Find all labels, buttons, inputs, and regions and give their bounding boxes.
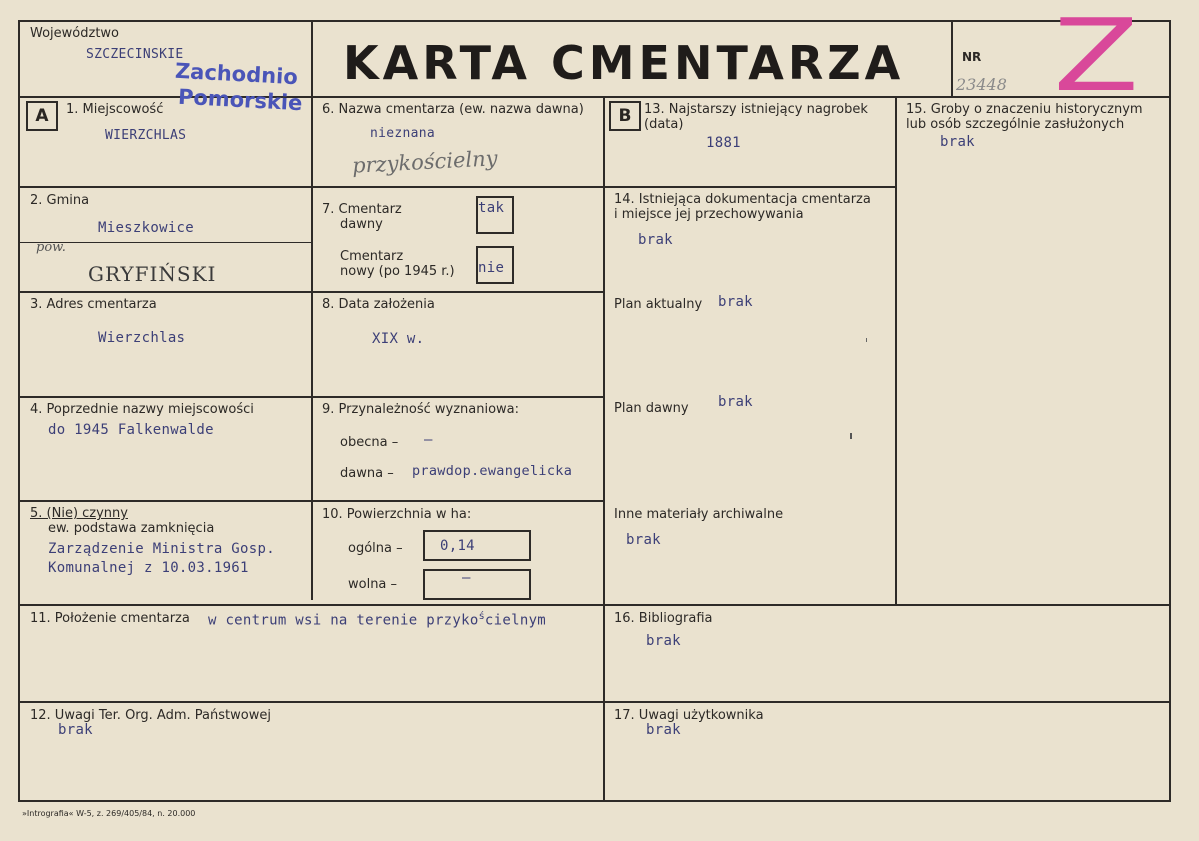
- row-line-12: [18, 701, 1171, 703]
- field-15-label-2: lub osób szczególnie zasłużonych: [906, 117, 1125, 132]
- field-10-label: 10. Powierzchnia w ha:: [322, 507, 472, 522]
- frame-top-line: [18, 20, 1171, 22]
- frame-right-line: [1169, 20, 1171, 802]
- frame-bottom-line: [18, 800, 1171, 802]
- ink-speck: [850, 433, 852, 439]
- plan-dawny-value: brak: [718, 394, 753, 410]
- field-2-label: 2. Gmina: [30, 193, 90, 208]
- field-5-label-1: 5. (Nie) czynny: [30, 506, 128, 521]
- nr-label: NR: [962, 50, 982, 64]
- row-line-1: [18, 186, 605, 188]
- section-a-box: [26, 101, 58, 131]
- section-b-letter: B: [618, 106, 632, 126]
- col-divider-center: [603, 96, 605, 802]
- field-5-value-2: Komunalnej z 10.03.1961: [48, 560, 249, 576]
- field-13-value: 1881: [706, 135, 741, 151]
- field-5-value-1: Zarządzenie Ministra Gosp.: [48, 541, 275, 557]
- plan-dawny-label: Plan dawny: [614, 401, 689, 416]
- field-17-label: 17. Uwagi użytkownika: [614, 708, 764, 723]
- plan-aktualny-value: brak: [718, 294, 753, 310]
- field-14-label-1: 14. Istniejąca dokumentacja cmentarza: [614, 192, 871, 207]
- field-3-value: Wierzchlas: [98, 330, 186, 346]
- field-7-label-2a: Cmentarz: [340, 249, 404, 264]
- field-4-label: 4. Poprzednie nazwy miejscowości: [30, 402, 254, 417]
- field-8-label: 8. Data założenia: [322, 297, 435, 312]
- field-3-label: 3. Adres cmentarza: [30, 297, 157, 312]
- nr-handwritten: 23448: [956, 75, 1007, 94]
- field-14-label-2: i miejsce jej przechowywania: [614, 207, 804, 222]
- field-9-label: 9. Przynależność wyznaniowa:: [322, 402, 520, 417]
- field-1-value: WIERZCHLAS: [105, 128, 187, 143]
- wojewodztwo-value: SZCZECINSKIE: [86, 47, 184, 62]
- field-15-value: brak: [940, 134, 975, 150]
- page-title: KARTA CMENTARZA: [343, 36, 905, 90]
- field-4-value: do 1945 Falkenwalde: [48, 422, 214, 438]
- field-9-obecna-value: –: [424, 432, 433, 448]
- field-7-value-2: nie: [478, 260, 505, 276]
- field-5-label-2: ew. podstawa zamknięcia: [48, 521, 215, 536]
- field-8-value: XIX w.: [372, 331, 425, 347]
- field-7-label-2b: nowy (po 1945 r.): [340, 264, 455, 279]
- printer-imprint: »Intrografia« W-5, z. 269/405/84, n. 20.000: [22, 809, 196, 818]
- row-line-2: [18, 291, 605, 293]
- col-divider-15: [895, 96, 897, 604]
- field-2-value: Mieszkowice: [98, 220, 195, 236]
- field-16-label: 16. Bibliografia: [614, 611, 713, 626]
- field-6-handwritten: przykościelny: [351, 146, 499, 178]
- section-a-letter: A: [35, 106, 49, 126]
- field-2-pow-value: GRYFIŃSKI: [88, 262, 217, 286]
- header-divider-right: [951, 20, 953, 97]
- field-13-label-1: 13. Najstarszy istniejący nagrobek: [644, 102, 868, 117]
- wojewodztwo-label: Województwo: [30, 26, 120, 41]
- field-13-label-2: (data): [644, 117, 684, 132]
- row-line-11: [18, 604, 1171, 606]
- row-line-b1: [603, 186, 897, 188]
- field-10-wolna-box: [423, 569, 531, 600]
- field-11-label: 11. Położenie cmentarza: [30, 611, 190, 626]
- stamp-line-1: Zachodnio: [174, 58, 299, 90]
- field-10-wolna-label: wolna –: [348, 577, 398, 592]
- field-7-value-1: tak: [478, 200, 505, 216]
- field-14-value: brak: [638, 232, 673, 248]
- field-2-pow-label: pow.: [36, 240, 66, 255]
- stamp-line-2: Pomorskie: [177, 84, 303, 116]
- header-divider-left: [311, 20, 313, 600]
- field-12-label: 12. Uwagi Ter. Org. Adm. Państwowej: [30, 708, 271, 723]
- field-6-label: 6. Nazwa cmentarza (ew. nazwa dawna): [322, 102, 584, 117]
- field-9-obecna-label: obecna –: [340, 435, 399, 450]
- row-line-4: [18, 500, 605, 502]
- field-11-value: [208, 611, 546, 629]
- field-10-ogolna-value: 0,14: [440, 538, 475, 554]
- field-11-value-end: cielnym: [484, 612, 547, 629]
- field-10-wolna-value: –: [462, 570, 471, 586]
- field-17-value: brak: [646, 722, 681, 738]
- field-7-label-1a: 7. Cmentarz: [322, 202, 402, 217]
- field-11-value-sup: ś: [478, 611, 485, 622]
- field-10-ogolna-label: ogólna –: [348, 541, 403, 556]
- field-6-value: nieznana: [370, 126, 436, 141]
- field-1-label: 1. Miejscowość: [66, 102, 164, 117]
- field-7-label-1b: dawny: [340, 217, 383, 232]
- row-line-3: [18, 396, 605, 398]
- inne-materialy-label: Inne materiały archiwalne: [614, 507, 784, 522]
- frame-left-line: [18, 20, 20, 802]
- inne-materialy-value: brak: [626, 532, 661, 548]
- field-12-value: brak: [58, 722, 93, 738]
- ink-speck-2: [866, 338, 867, 342]
- big-letter-mark: Z: [1053, 0, 1140, 114]
- section-b-box: [609, 101, 641, 131]
- field-16-value: brak: [646, 633, 681, 649]
- field-9-dawna-value: prawdop.ewangelicka: [412, 463, 573, 479]
- plan-aktualny-label: Plan aktualny: [614, 297, 703, 312]
- field-9-dawna-label: dawna –: [340, 466, 394, 481]
- field-11-value-main: w centrum wsi na terenie przyko: [208, 612, 479, 629]
- field-15-label-1: 15. Groby o znaczeniu historycznym: [906, 102, 1143, 117]
